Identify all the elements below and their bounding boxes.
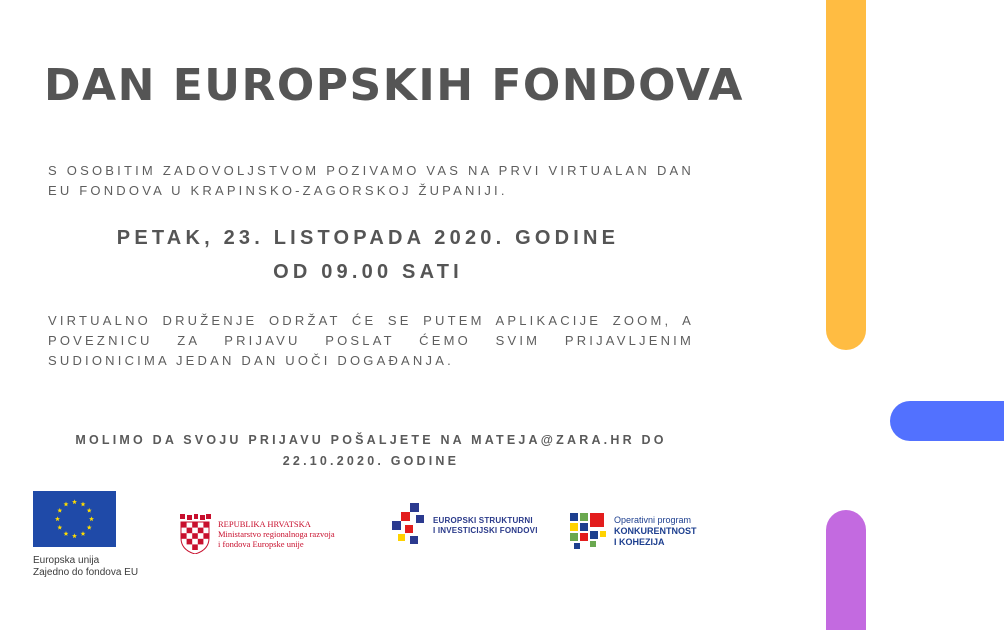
opkk-line3: I KOHEZIJA bbox=[614, 536, 665, 547]
opkk-logo bbox=[570, 513, 697, 549]
eu-caption-line1: Europska unija bbox=[33, 555, 100, 566]
ministry-logo bbox=[178, 514, 335, 554]
page-title: DAN EUROPSKIH FONDOVA bbox=[44, 60, 744, 111]
esif-squares-icon bbox=[390, 503, 428, 549]
eu-flag-icon bbox=[33, 491, 116, 547]
zoom-note-text: VIRTUALNO DRUŽENJE ODRŽAT ĆE SE PUTEM APLIKACIJE ZOOM, A POVEZNICU ZA PRIJAVU POSLAT ĆEMO SVIM PRIJAVLJENIM SUDIONICIMA JEDAN DAN UOČI DOGAĐANJA. bbox=[48, 313, 694, 368]
ministry-line3: i fondova Europske unije bbox=[218, 539, 304, 549]
yellow-accent-bar bbox=[826, 0, 866, 350]
opkk-pixel-icon bbox=[570, 513, 606, 549]
opkk-line2: KONKURENTNOST bbox=[614, 525, 697, 536]
intro-text: S OSOBITIM ZADOVOLJSTVOM POZIVAMO VAS NA PRVI VIRTUALAN DAN EU FONDOVA U KRAPINSKO-ZAGORSKOJ ŽUPANIJI. bbox=[48, 163, 694, 198]
event-date: PETAK, 23. LISTOPADA 2020. GODINE bbox=[116, 227, 620, 249]
registration-cta: MOLIMO DA SVOJU PRIJAVU POŠALJETE NA MATEJA@ZARA.HR DO 22.10.2020. GODINE bbox=[75, 433, 667, 468]
esif-logo bbox=[390, 503, 538, 549]
event-time: OD 09.00 SATI bbox=[273, 261, 463, 283]
esif-line1: EUROPSKI STRUKTURNI bbox=[433, 516, 533, 525]
eu-caption-line2: Zajedno do fondova EU bbox=[33, 567, 139, 578]
ministry-line2: Ministarstvo regionalnoga razvoja bbox=[218, 529, 335, 539]
purple-accent-bar bbox=[826, 510, 866, 630]
esif-line2: I INVESTICIJSKI FONDOVI bbox=[433, 526, 538, 535]
eu-logo bbox=[33, 491, 138, 579]
opkk-line1: Operativni program bbox=[614, 514, 692, 525]
blue-accent-bar bbox=[890, 401, 1004, 441]
ministry-line1: REPUBLIKA HRVATSKA bbox=[218, 519, 311, 529]
croatian-coat-of-arms-icon bbox=[178, 514, 212, 554]
